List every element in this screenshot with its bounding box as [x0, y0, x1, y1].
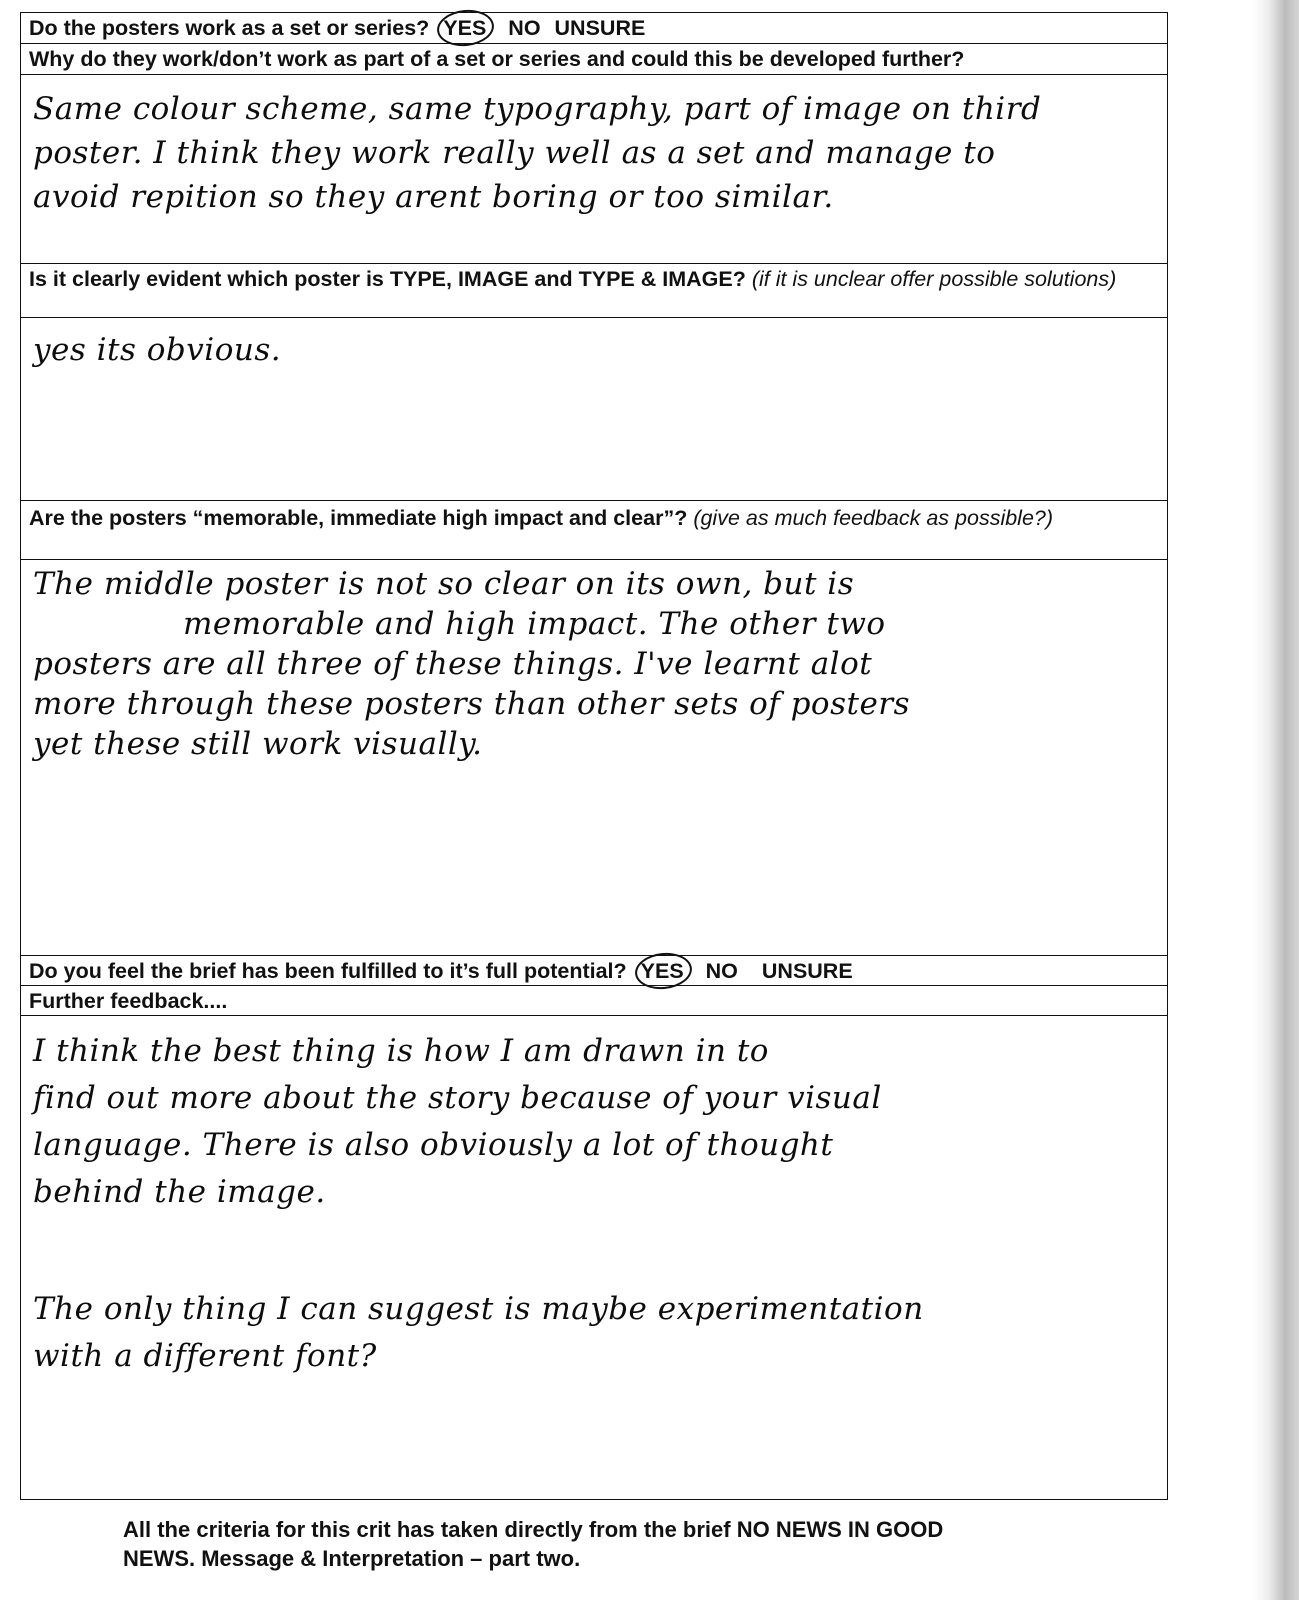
q4-answer-line: posters are all three of these things. I've learnt alot [33, 646, 873, 682]
q6-answer [33, 1028, 1157, 1216]
q6-answer-2 [33, 1286, 1157, 1380]
q5-question-line [21, 956, 1167, 984]
scan-page-edge [1253, 0, 1299, 1600]
q6-answer-line: with a different font? [33, 1338, 377, 1374]
q3-answer-box[interactable] [21, 318, 1167, 501]
footer-note [123, 1515, 1113, 1573]
q1-option-unsure[interactable]: UNSURE [554, 16, 646, 40]
q3-row [21, 264, 1167, 318]
q4-row [21, 501, 1167, 560]
feedback-form [20, 12, 1168, 1500]
q1-question: Do the posters work as a set or series? [29, 16, 430, 40]
q4-hint: (give as much feedback as possible?) [693, 506, 1054, 530]
q1-option-yes[interactable]: YES [443, 16, 487, 40]
q4-answer-line: yet these still work visually. [33, 726, 483, 762]
q4-answer-box[interactable] [21, 560, 1167, 956]
q5-row [21, 956, 1167, 986]
q5-option-no[interactable]: NO [705, 959, 738, 983]
q4-answer-line: The middle poster is not so clear on its own, but is [33, 566, 855, 602]
footer-line-2: NEWS. Message & Interpretation – part two. [123, 1546, 581, 1571]
q6-answer-line: I think the best thing is how I am drawn in to [33, 1033, 769, 1069]
q2-answer-box[interactable] [21, 75, 1167, 264]
q6-answer-line: The only thing I can suggest is maybe experimentation [33, 1291, 924, 1327]
q1-row [21, 13, 1167, 44]
footer-line-1: All the criteria for this crit has taken directly from the brief NO NEWS IN GOOD [123, 1517, 944, 1542]
q6-answer-line: find out more about the story because of your visual [33, 1080, 882, 1116]
q2-answer-line: Same colour scheme, same typography, part of image on third [33, 91, 1042, 127]
q2-row [21, 44, 1167, 75]
q6-answer-box[interactable] [21, 1016, 1167, 1499]
q6-answer-line: behind the image. [33, 1174, 326, 1210]
q1-question-line [21, 13, 1167, 41]
q3-hint: (if it is unclear offer possible solutions) [751, 267, 1117, 291]
q5-option-yes[interactable]: YES [640, 959, 684, 983]
q6-answer-line: language. There is also obviously a lot of thought [33, 1127, 834, 1163]
q4-answer-line: memorable and high impact. The other two [183, 606, 886, 642]
q4-question: Are the posters “memorable, immediate high impact and clear”? [29, 506, 688, 530]
q2-answer-line: avoid repition so they arent boring or too similar. [33, 179, 834, 215]
q1-option-no[interactable]: NO [508, 16, 541, 40]
q2-question: Why do they work/don’t work as part of a set or series and could this be developed further? [29, 47, 965, 71]
q4-answer-line: more through these posters than other sets of posters [33, 686, 911, 722]
q5-option-unsure[interactable]: UNSURE [761, 959, 853, 983]
q3-question: Is it clearly evident which poster is TYPE, IMAGE and TYPE & IMAGE? [29, 267, 746, 291]
q6-question: Further feedback.... [29, 989, 228, 1013]
q5-question: Do you feel the brief has been fulfilled to it’s full potential? [29, 959, 627, 983]
q2-answer-line: poster. I think they work really well as a set and manage to [33, 135, 996, 171]
q4-answer [33, 564, 1157, 764]
q3-answer [33, 328, 1157, 372]
q2-answer [33, 87, 1157, 219]
q3-question-line [21, 264, 1167, 292]
q6-row [21, 986, 1167, 1016]
q3-answer-line: yes its obvious. [33, 332, 282, 368]
q4-question-line [21, 501, 1167, 531]
